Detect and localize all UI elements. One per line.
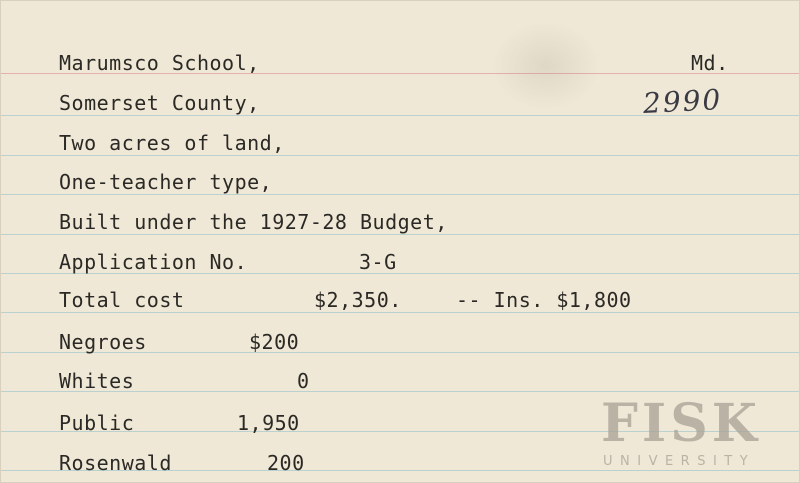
school-name: Marumsco School,	[59, 51, 260, 75]
budget-line: Built under the 1927-28 Budget,	[59, 210, 448, 234]
ruled-line	[1, 312, 800, 313]
watermark-subtitle: UNIVERSITY	[603, 454, 756, 469]
application-label: Application No.	[59, 250, 248, 274]
ruled-line	[1, 155, 800, 156]
contribution-value: 1,950	[237, 411, 300, 435]
paper-smudge	[491, 21, 601, 111]
watermark-name: FISK	[601, 393, 761, 454]
contribution-label: Whites	[59, 369, 135, 393]
contribution-label: Negroes	[59, 330, 147, 354]
contribution-label: Public	[59, 411, 135, 435]
contribution-label: Rosenwald	[59, 451, 172, 475]
state-abbrev: Md.	[691, 51, 729, 75]
ruled-line	[1, 194, 800, 195]
ruled-line	[1, 234, 800, 235]
land-line: Two acres of land,	[59, 131, 285, 155]
fisk-university-watermark	[601, 393, 791, 476]
type-line: One-teacher type,	[59, 170, 273, 194]
contribution-value: 200	[267, 451, 305, 475]
total-cost-label: Total cost	[59, 288, 185, 312]
total-cost-value: $2,350.	[314, 288, 402, 312]
contribution-value: $200	[249, 330, 300, 354]
county-line: Somerset County,	[59, 91, 260, 115]
handwritten-number: 2990	[642, 82, 724, 121]
contribution-value: 0	[297, 369, 310, 393]
insurance-text: -- Ins. $1,800	[456, 288, 632, 312]
application-number: 3-G	[359, 250, 397, 274]
